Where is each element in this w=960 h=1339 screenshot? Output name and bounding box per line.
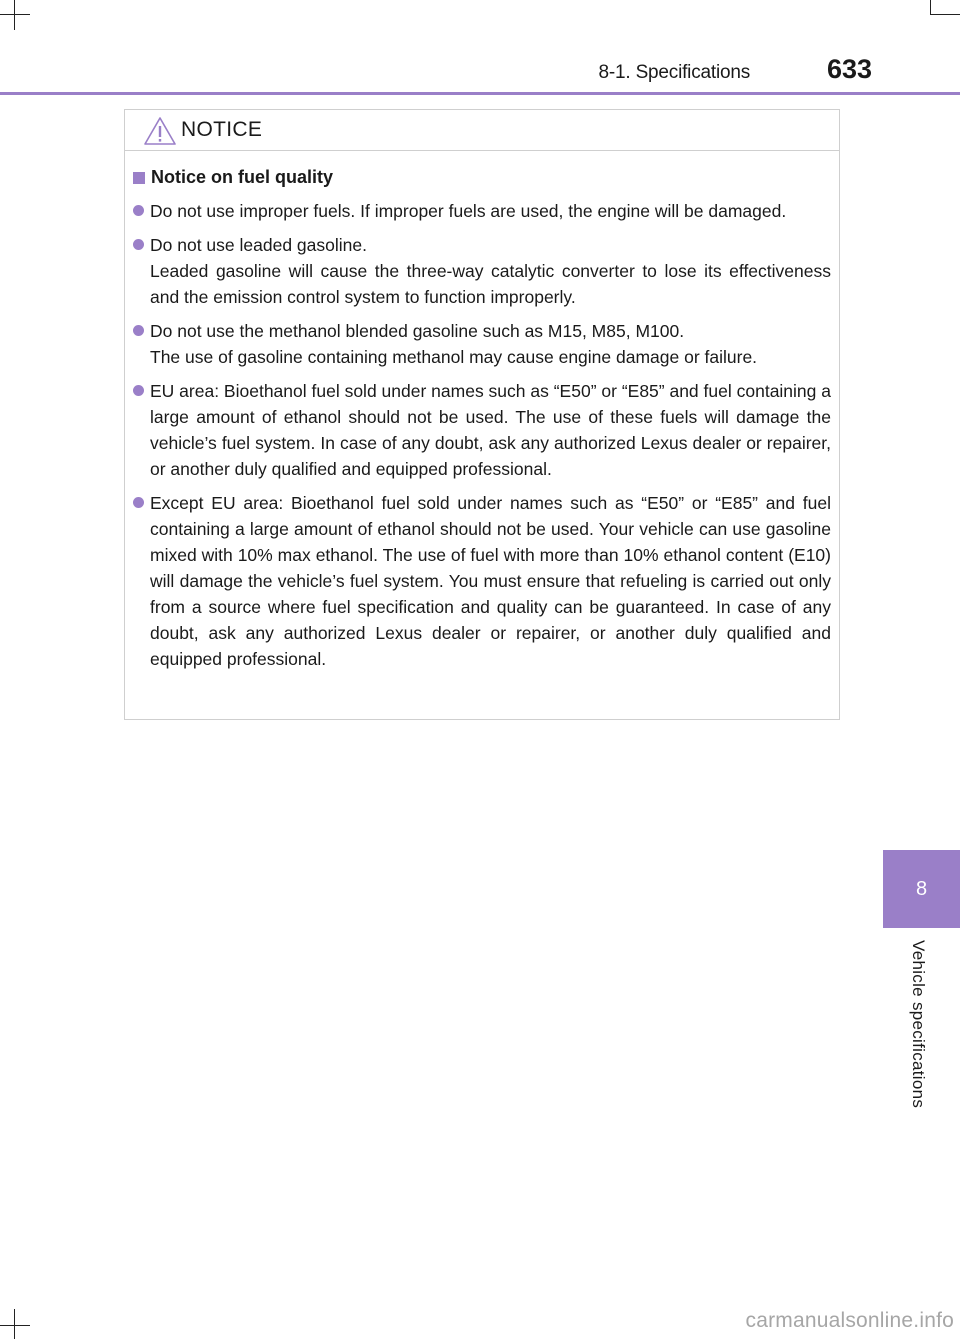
list-item: [131, 198, 831, 224]
bullet-line: Do not use the methanol blended gasoline such as M15, M85, M100.: [150, 321, 685, 341]
round-bullet-icon: [133, 497, 144, 508]
list-item: [131, 232, 831, 310]
crop-mark-bottom-left-v: [14, 1309, 15, 1339]
round-bullet-icon: [133, 385, 144, 396]
round-bullet-icon: [133, 239, 144, 250]
notice-subheading: [131, 167, 831, 188]
list-item: [131, 490, 831, 672]
chapter-number: 8: [915, 877, 928, 900]
square-bullet-icon: [133, 172, 145, 184]
header-divider: [0, 92, 960, 95]
notice-box: [124, 109, 840, 720]
notice-title: NOTICE: [181, 118, 263, 141]
notice-body: [125, 151, 839, 672]
crop-mark-bottom-left-h: [0, 1325, 30, 1326]
crop-mark-top-left-h: [0, 14, 30, 15]
bullet-line: Do not use improper fuels. If improper fuels are used, the engine will be damaged.: [150, 201, 787, 221]
watermark: carmanualsonline.info: [745, 1309, 954, 1332]
bullet-line: Except EU area: Bioethanol fuel sold under names such as “E50” or “E85” and fuel containing a large amount of ethanol should not be used. Your vehicle can use gasoline mixed with 10% max ethanol. The use of fuel with more than 10% ethanol content (E10) will damage the vehicle’s fuel system. You must ensure that refueling is carried out only from a source where fuel specification and quality can be guaranteed. In case of any doubt, ask any authorized Lexus dealer or repairer, or another duly qualified and equipped professional.: [150, 493, 831, 669]
list-item: [131, 378, 831, 482]
section-title: 8-1. Specifications: [598, 62, 750, 83]
chapter-label: Vehicle specifications: [909, 940, 928, 1109]
list-item-text: [150, 198, 831, 224]
bullet-line: Leaded gasoline will cause the three-way catalytic converter to lose its effectiveness and the emission control system to function improperly.: [150, 261, 831, 307]
crop-mark-top-right-h: [930, 14, 960, 15]
round-bullet-icon: [133, 205, 144, 216]
page-number: 633: [826, 54, 872, 84]
list-item-text: [150, 232, 831, 310]
crop-mark-top-left-v: [14, 0, 15, 30]
bullet-line: EU area: Bioethanol fuel sold under names such as “E50” or “E85” and fuel containing a large amount of ethanol should not be used. The use of these fuels will damage the vehicle’s fuel system. In case of any doubt, ask any authorized Lexus dealer or repairer, or another duly qualified and equipped professional.: [150, 381, 831, 479]
crop-mark-top-right-v: [930, 0, 931, 14]
list-item: [131, 318, 831, 370]
list-item-text: [150, 378, 831, 482]
notice-header: [125, 110, 839, 151]
subheading-text: Notice on fuel quality: [151, 167, 334, 187]
list-item-text: [150, 490, 831, 672]
bullet-line: Do not use leaded gasoline.: [150, 235, 367, 255]
list-item-text: [150, 318, 831, 370]
chapter-tab[interactable]: [883, 850, 960, 928]
bullet-line: The use of gasoline containing methanol may cause engine damage or failure.: [150, 347, 758, 367]
round-bullet-icon: [133, 325, 144, 336]
warning-triangle-icon: [143, 116, 177, 146]
